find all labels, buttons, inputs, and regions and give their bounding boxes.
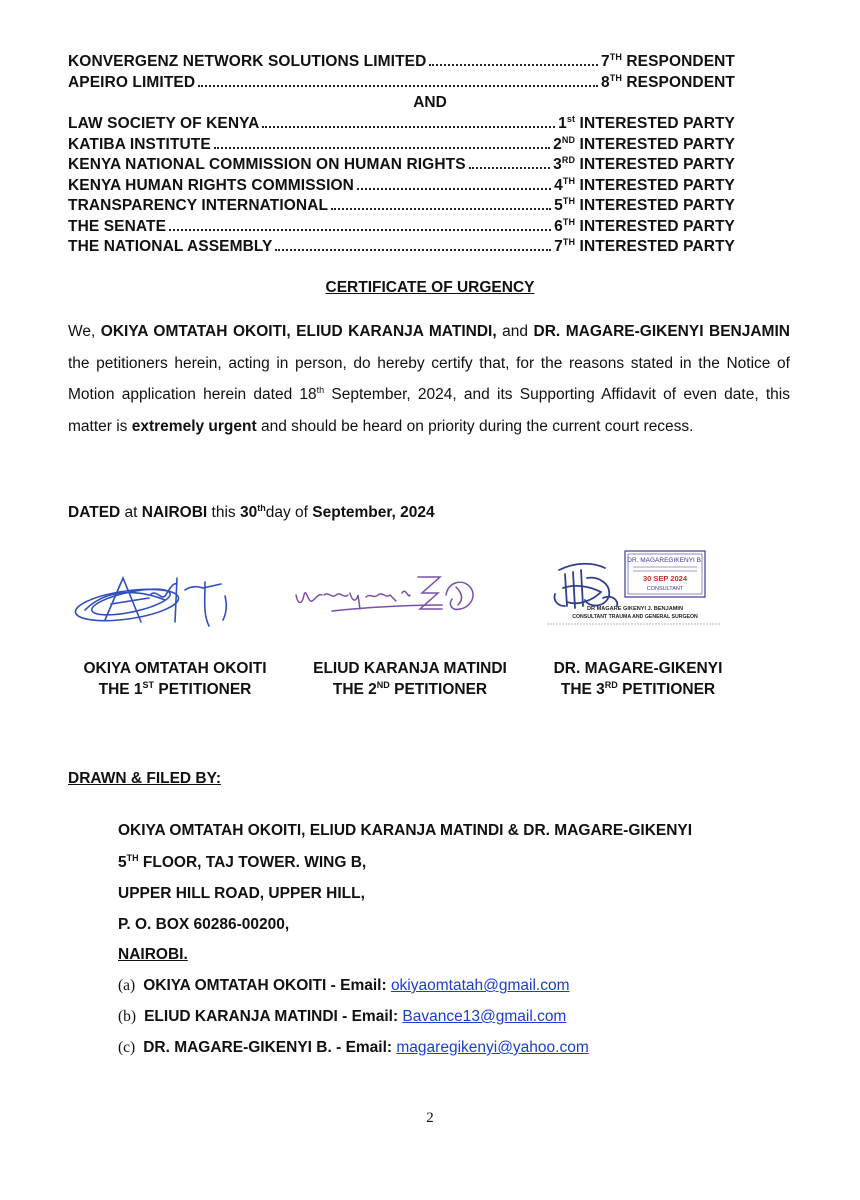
address-line-2: 5TH FLOOR, TAJ TOWER. WING B, xyxy=(118,852,367,871)
leader-dots xyxy=(214,135,550,149)
party-row-5th-interested xyxy=(68,196,735,216)
signature-3-stamp-image xyxy=(545,548,725,630)
party-name: LAW SOCIETY OF KENYA xyxy=(68,115,260,132)
party-role: 3RD INTERESTED PARTY xyxy=(553,154,735,173)
and-separator: AND xyxy=(413,94,447,111)
leader-dots xyxy=(262,114,555,128)
petitioner-2-name: ELIUD KARANJA MATINDI xyxy=(313,660,507,677)
leader-dots xyxy=(429,52,598,66)
email-link-a[interactable]: okiyaomtatah@gmail.com xyxy=(390,977,570,994)
address-line-3: UPPER HILL ROAD, UPPER HILL, xyxy=(118,885,365,902)
petitioner-3-block xyxy=(518,658,758,700)
party-role: 6TH INTERESTED PARTY xyxy=(554,216,735,235)
party-row-8th-respondent xyxy=(68,73,735,93)
leader-dots xyxy=(169,217,551,231)
party-name: KATIBA INSTITUTE xyxy=(68,136,211,153)
party-row-3rd-interested xyxy=(68,155,735,175)
party-name: KONVERGENZ NETWORK SOLUTIONS LIMITED xyxy=(68,53,427,70)
party-role: 5TH INTERESTED PARTY xyxy=(554,195,735,214)
drawn-filed-heading: DRAWN & FILED BY: xyxy=(68,770,221,787)
party-role: 7TH INTERESTED PARTY xyxy=(554,236,735,255)
page-number: 2 xyxy=(426,1110,434,1126)
party-role: 7TH RESPONDENT xyxy=(600,51,735,70)
party-row-6th-interested xyxy=(68,217,735,237)
petitioner-1-block xyxy=(55,658,295,700)
leader-dots xyxy=(331,196,551,210)
certificate-body: We, OKIYA OMTATAH OKOITI, ELIUD KARANJA MATINDI, and DR. MAGARE-GIKENYI BENJAMIN the petitioners herein, acting in person, do hereby certify that, for the reasons stated in the Notice of Motion application herein dated 18th September, 2024, and its Supporting Affidavit of even date, this matter is extremely urgent and should be heard on priority during the current court recess. xyxy=(68,323,790,435)
leader-dots xyxy=(275,237,551,251)
party-name: APEIRO LIMITED xyxy=(68,74,196,91)
party-name: KENYA HUMAN RIGHTS COMMISSION xyxy=(68,177,354,194)
address-line-4: P. O. BOX 60286-00200, xyxy=(118,916,290,933)
party-role: 1st INTERESTED PARTY xyxy=(558,113,735,132)
stamp-footer2: CONSULTANT TRAUMA AND GENERAL SURGEON xyxy=(572,614,698,620)
leader-dots xyxy=(469,155,551,169)
petitioner-2-block xyxy=(290,658,530,700)
certificate-title: CERTIFICATE OF URGENCY xyxy=(325,279,535,296)
stamp-date: 30 SEP 2024 xyxy=(642,574,688,583)
petitioner-2-title: THE 2ND PETITIONER xyxy=(332,679,488,698)
stamp-line2: CONSULTANT xyxy=(646,586,684,592)
party-name: TRANSPARENCY INTERNATIONAL xyxy=(68,197,329,214)
email-link-b[interactable]: Bavance13@gmail.com xyxy=(402,1008,567,1025)
party-name: THE NATIONAL ASSEMBLY xyxy=(68,238,273,255)
party-name: THE SENATE xyxy=(68,218,167,235)
address-line-5: NAIROBI. xyxy=(118,946,188,963)
address-line-1: OKIYA OMTATAH OKOITI, ELIUD KARANJA MATINDI & DR. MAGARE-GIKENYI xyxy=(118,822,693,839)
email-row-a: (a) OKIYA OMTATAH OKOITI - Email: okiyaomtatah@gmail.com xyxy=(118,977,570,994)
email-link-c[interactable]: magaregikenyi@yahoo.com xyxy=(396,1039,589,1056)
dated-line: DATED at NAIROBI this 30thday of September, 2024 xyxy=(68,502,435,521)
petitioner-1-name: OKIYA OMTATAH OKOITI xyxy=(83,660,267,677)
signature-1-image xyxy=(65,560,245,640)
party-role: 8TH RESPONDENT xyxy=(600,72,735,91)
party-row-7th-interested xyxy=(68,237,735,257)
email-row-c: (c) DR. MAGARE-GIKENYI B. - Email: magaregikenyi@yahoo.com xyxy=(118,1039,589,1056)
party-row-1st-interested xyxy=(68,114,735,134)
petitioner-3-name: DR. MAGARE-GIKENYI xyxy=(553,660,723,677)
party-row-2nd-interested xyxy=(68,135,735,155)
party-row-7th-respondent xyxy=(68,52,735,72)
leader-dots xyxy=(357,176,551,190)
stamp-footer1: DR MAGARE GIKENYI J. BENJAMIN xyxy=(586,606,684,612)
stamp-line1: DR. MAGAREGIKENYI B. xyxy=(627,557,703,564)
party-role: 2ND INTERESTED PARTY xyxy=(553,134,735,153)
petitioner-1-title: THE 1ST PETITIONER xyxy=(98,679,252,698)
party-role: 4TH INTERESTED PARTY xyxy=(554,175,735,194)
party-name: KENYA NATIONAL COMMISSION ON HUMAN RIGHTS xyxy=(68,156,466,173)
signature-2-image xyxy=(292,565,492,625)
leader-dots xyxy=(198,73,598,87)
party-row-4th-interested xyxy=(68,176,735,196)
email-row-b: (b) ELIUD KARANJA MATINDI - Email: Bavance13@gmail.com xyxy=(118,1008,567,1025)
petitioner-3-title: THE 3RD PETITIONER xyxy=(560,679,716,698)
